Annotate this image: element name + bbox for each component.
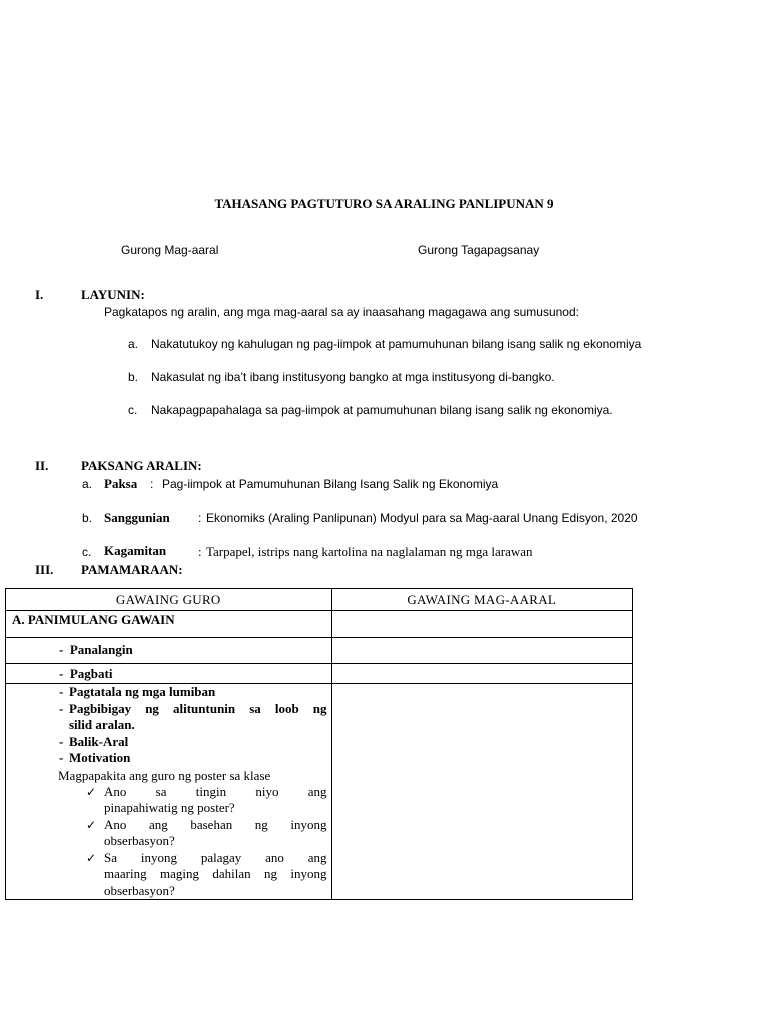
question-2-line-1: Ano ang basehan ng inyong <box>104 816 327 832</box>
activities-cell <box>6 684 332 900</box>
student-cell <box>331 664 632 684</box>
greeting-cell <box>6 664 332 684</box>
dash-bullet: - <box>59 700 64 716</box>
question-text <box>104 850 327 900</box>
motivation-intro: Magpapakita ang guro ng poster sa klase <box>58 767 271 783</box>
question-text <box>104 817 327 850</box>
objective-a-letter: a. <box>128 337 139 351</box>
table-header-row <box>6 589 633 611</box>
document-title: TAHASANG PAGTUTURO SA ARALING PANLIPUNAN 9 <box>214 196 554 211</box>
motivation-label: Motivation <box>69 750 131 765</box>
section-title-cell: A. PANIMULANG GAWAIN <box>6 611 332 638</box>
item-a-letter: a. <box>82 477 93 491</box>
review-label: Balik-Aral <box>69 733 129 749</box>
greeting-label: Pagbati <box>69 666 113 681</box>
objective-b-letter: b. <box>128 370 139 384</box>
question-1-line-1: Ano sa tingin niyo ang <box>104 783 327 799</box>
prayer-cell <box>6 638 332 664</box>
prayer-label: Panalangin <box>69 642 133 657</box>
section-2-heading: PAKSANG ARALIN: <box>81 458 202 473</box>
item-c-label: Kagamitan <box>104 543 167 558</box>
question-3-line-1: Sa inyong palagay ano ang <box>104 849 327 865</box>
objective-c-text: Nakapagpapahalaga sa pag-iimpok at pamumuhunan bilang isang salik ng ekonomiya. <box>151 403 613 417</box>
table-row <box>6 664 633 684</box>
header-teacher-activity: GAWAING GURO <box>6 589 332 611</box>
item-a-label: Paksa <box>104 476 138 491</box>
list-item <box>6 750 327 767</box>
list-item <box>6 734 327 751</box>
section-2-numeral: II. <box>35 458 49 473</box>
section-1-numeral: I. <box>35 287 44 302</box>
student-cell <box>331 611 632 638</box>
dash-bullet: - <box>59 642 64 657</box>
dash-bullet: - <box>59 684 64 699</box>
check-icon: ✓ <box>86 850 97 865</box>
section-1-intro: Pagkatapos ng aralin, ang mga mag-aaral sa ay inaasahang magagawa ang sumusunod: <box>104 305 579 319</box>
question-3-line-2: maaring maging dahilan ng inyong <box>104 866 327 881</box>
dash-bullet: - <box>59 750 64 765</box>
section-3-heading: PAMAMARAAN: <box>81 562 183 577</box>
question-1-line-2: pinapahiwatig ng poster? <box>104 800 235 815</box>
header-student-activity: GAWAING MAG-AARAL <box>331 589 632 611</box>
question-2-line-2: obserbasyon? <box>104 833 175 848</box>
question-3-line-3: obserbasyon? <box>104 882 175 898</box>
procedure-table <box>5 588 633 900</box>
rules-line-1: Pagbibigay ng alituntunin sa loob ng <box>69 700 327 716</box>
student-cell <box>331 684 632 900</box>
item-b-letter: b. <box>82 511 93 525</box>
item-a-value: Pag-iimpok at Pamumuhunan Bilang Isang Salik ng Ekonomiya <box>162 477 499 491</box>
question-item <box>6 850 327 900</box>
check-icon: ✓ <box>86 817 97 832</box>
objective-a-text: Nakatutukoy ng kahulugan ng pag-iimpok at pamumuhunan bilang isang salik ng ekonomiya <box>151 337 642 351</box>
item-b-value: Ekonomiks (Araling Panlipunan) Modyul para sa Mag-aaral Unang Edisyon, 2020 <box>206 511 638 525</box>
attendance-label: Pagtatala ng mga lumiban <box>69 684 216 699</box>
section-1-heading: LAYUNIN: <box>81 287 145 302</box>
item-c-letter: c. <box>82 545 92 559</box>
objective-b-text: Nakasulat ng iba’t ibang institusyong bangko at mga institusyong di-bangko. <box>151 370 555 384</box>
student-teacher-label: Gurong Mag-aaral <box>121 243 219 257</box>
check-icon: ✓ <box>86 784 97 799</box>
objective-c-letter: c. <box>128 403 138 417</box>
table-row <box>6 611 633 638</box>
dash-bullet: - <box>59 733 64 749</box>
question-item <box>6 817 327 850</box>
item-a-separator: : <box>150 477 154 491</box>
question-text <box>104 784 327 817</box>
item-b-label: Sanggunian <box>104 510 170 525</box>
rules-label <box>69 701 327 734</box>
table-row <box>6 638 633 664</box>
rules-line-2: silid aralan. <box>69 717 135 732</box>
table-row <box>6 684 633 900</box>
item-b-separator: : <box>198 511 202 525</box>
item-c-value: Tarpapel, istrips nang kartolina na naglalaman ng mga larawan <box>206 544 533 559</box>
list-item <box>6 701 327 734</box>
question-item <box>6 784 327 817</box>
cooperating-teacher-label: Gurong Tagapagsanay <box>418 243 540 257</box>
item-c-separator: : <box>198 544 202 559</box>
list-item <box>6 684 327 701</box>
dash-bullet: - <box>59 666 64 681</box>
section-3-numeral: III. <box>35 562 54 577</box>
student-cell <box>331 638 632 664</box>
